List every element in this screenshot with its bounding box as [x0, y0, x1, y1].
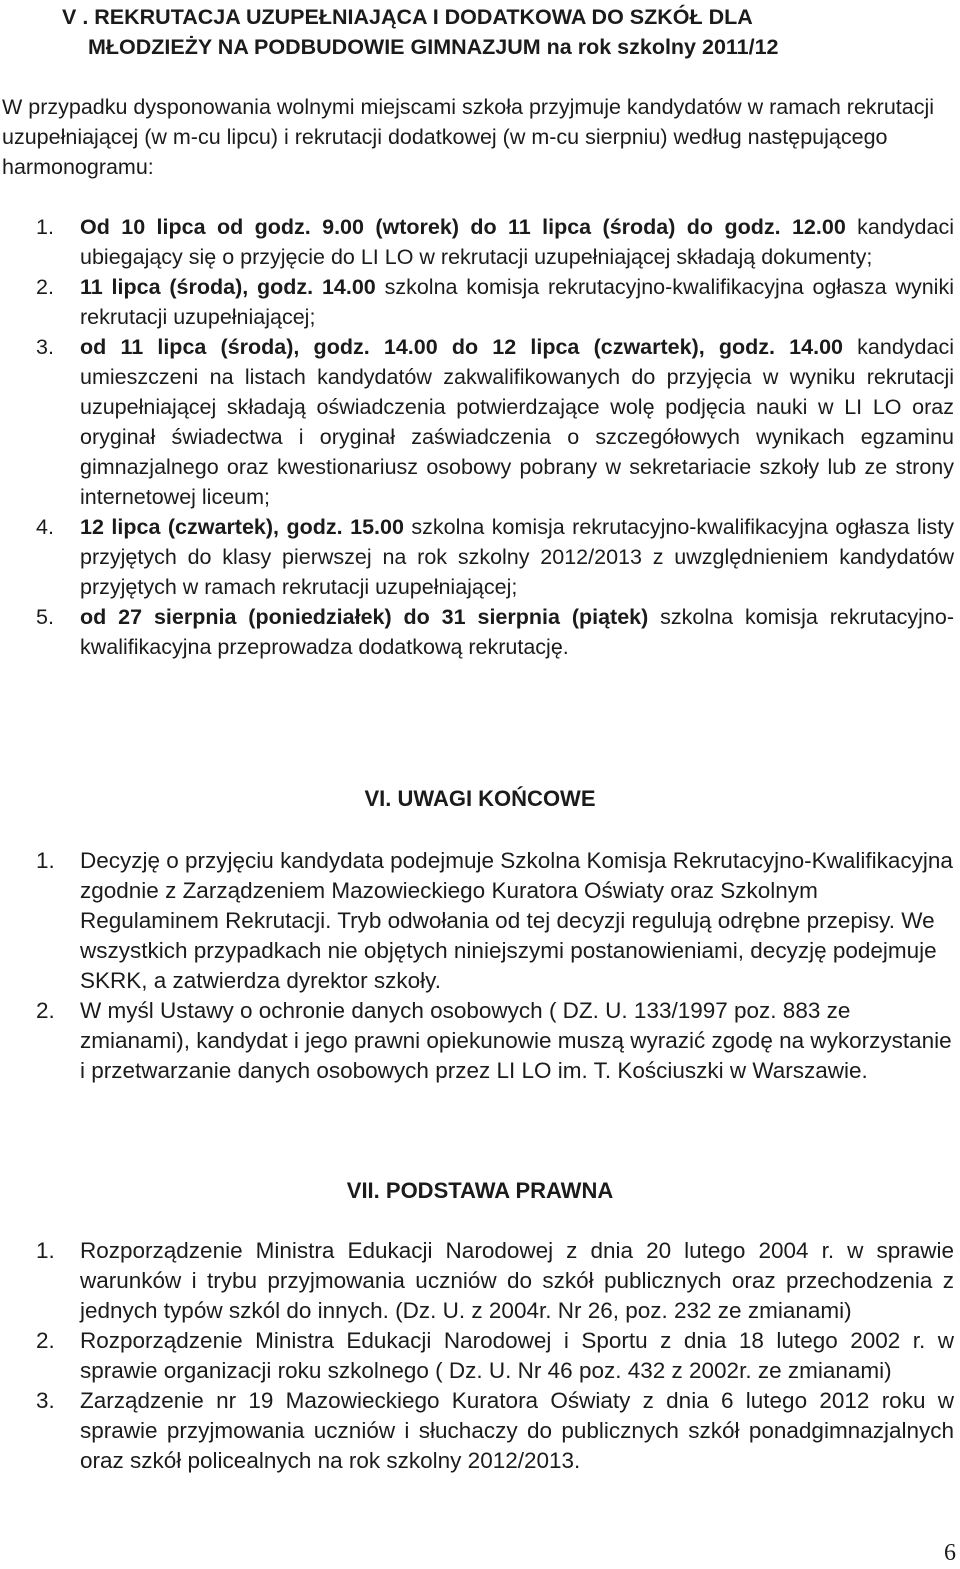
list-number: 3. [36, 335, 54, 359]
page-number: 6 [944, 1540, 956, 1566]
list-number: 1. [36, 215, 54, 239]
list-number: 1. [36, 1238, 55, 1263]
schedule-date: Od 10 lipca od godz. 9.00 (wtorek) do 11 lipca (środa) do godz. 12.00 [80, 215, 846, 239]
list-number: 2. [36, 275, 54, 299]
schedule-item [36, 512, 954, 602]
schedule-date: od 27 sierpnia (poniedziałek) do 31 sierpnia (piątek) [80, 605, 649, 629]
schedule-text: kandydaci ubiegający się o przyjęcie do LI LO w rekrutacji uzupełniającej składają dokumenty; [80, 215, 954, 269]
remark-text: Decyzję o przyjęciu kandydata podejmuje Szkolna Komisja Rekrutacyjno-Kwalifikacyjna zgodnie z Zarządzeniem Mazowieckiego Kuratora Oświaty oraz Szkolnym Regulaminem Rekrutacji. Tryb odwołania od tej decyzji regulują odrębne przepisy. We wszystkich przypadkach nie objętych niniejszymi postanowieniami, decyzję podejmuje SKRK, a zatwierdza dyrektor szkoły. [80, 848, 953, 993]
schedule-item [36, 272, 954, 332]
schedule-item [36, 212, 954, 272]
remark-text: W myśl Ustawy o ochronie danych osobowych ( DZ. U. 133/1997 poz. 883 ze zmianami), kandydat i jego prawni opiekunowie muszą wyrazić zgodę na wykorzystanie i przetwarzanie danych osobowych przez LI LO im. T. Kościuszki w Warszawie. [80, 998, 952, 1083]
legal-basis-item [36, 1386, 954, 1476]
list-number: 4. [36, 515, 54, 539]
list-number: 2. [36, 1328, 55, 1353]
schedule-date: od 11 lipca (środa), godz. 14.00 do 12 lipca (czwartek), godz. 14.00 [80, 335, 843, 359]
schedule-date: 11 lipca (środa), godz. 14.00 [80, 275, 376, 299]
section-5-heading-line-2: MŁODZIEŻY NA PODBUDOWIE GIMNAZJUM na rok szkolny 2011/12 [88, 35, 779, 59]
section-5-heading-line-1: V . REKRUTACJA UZUPEŁNIAJĄCA I DODATKOWA DO SZKÓŁ DLA [62, 5, 753, 29]
section-6-title: VI. UWAGI KOŃCOWE [364, 786, 596, 811]
section-5-schedule-list [36, 212, 954, 662]
schedule-text: szkolna komisja rekrutacyjno-kwalifikacyjna przeprowadza dodatkową rekrutację. [80, 605, 955, 659]
legal-basis-text: Rozporządzenie Ministra Edukacji Narodowej z dnia 20 lutego 2004 r. w sprawie warunków i trybu przyjmowania uczniów do szkół publicznych oraz przechodzenia z jednych typów szkól do innych. (Dz. U. z 2004r. Nr 26, poz. 232 ze zmianami) [80, 1238, 954, 1323]
list-number: 1. [36, 848, 55, 873]
schedule-item [36, 332, 954, 512]
section-7-list [36, 1236, 954, 1476]
section-6-list [36, 846, 954, 1086]
section-5-heading [52, 2, 932, 62]
legal-basis-text: Rozporządzenie Ministra Edukacji Narodowej i Sportu z dnia 18 lutego 2002 r. w sprawie organizacji roku szkolnego ( Dz. U. Nr 46 poz. 432 z 2002r. ze zmianami) [80, 1328, 954, 1383]
schedule-text: szkolna komisja rekrutacyjno-kwalifikacyjna ogłasza wyniki rekrutacji uzupełniającej; [80, 275, 954, 329]
remark-item [36, 996, 954, 1086]
schedule-date: 12 lipca (czwartek), godz. 15.00 [80, 515, 404, 539]
legal-basis-item [36, 1326, 954, 1386]
remark-item [36, 846, 954, 996]
list-number: 3. [36, 1388, 55, 1413]
section-5-intro: W przypadku dysponowania wolnymi miejscami szkoła przyjmuje kandydatów w ramach rekrutacji uzupełniającej (w m-cu lipcu) i rekrutacji dodatkowej (w m-cu sierpniu) według następującego harmonogramu: [2, 95, 935, 179]
schedule-item [36, 602, 954, 662]
schedule-text: kandydaci umieszczeni na listach kandydatów zakwalifikowanych do przyjęcia w wyniku rekrutacji uzupełniającej składają oświadczenia potwierdzające wolę podjęcia nauki w LI LO oraz oryginał świadectwa i oryginał zaświadczenia o szczegółowych wynikach egzaminu gimnazjalnego oraz kwestionariusz osobowy pobrany w sekretariacie szkoły lub ze strony internetowej liceum; [80, 335, 954, 509]
list-number: 2. [36, 998, 55, 1023]
list-number: 5. [36, 605, 54, 629]
legal-basis-text: Zarządzenie nr 19 Mazowieckiego Kuratora Oświaty z dnia 6 lutego 2012 roku w sprawie przyjmowania uczniów i słuchaczy do publicznych szkół ponadgimnazjalnych oraz szkół policealnych na rok szkolny 2012/2013. [80, 1388, 954, 1473]
legal-basis-item [36, 1236, 954, 1326]
section-7-title: VII. PODSTAWA PRAWNA [346, 1178, 614, 1203]
schedule-text: szkolna komisja rekrutacyjno-kwalifikacyjna ogłasza listy przyjętych do klasy pierwszej na rok szkolny 2012/2013 z uwzględnieniem kandydatów przyjętych w ramach rekrutacji uzupełniającej; [80, 515, 954, 599]
